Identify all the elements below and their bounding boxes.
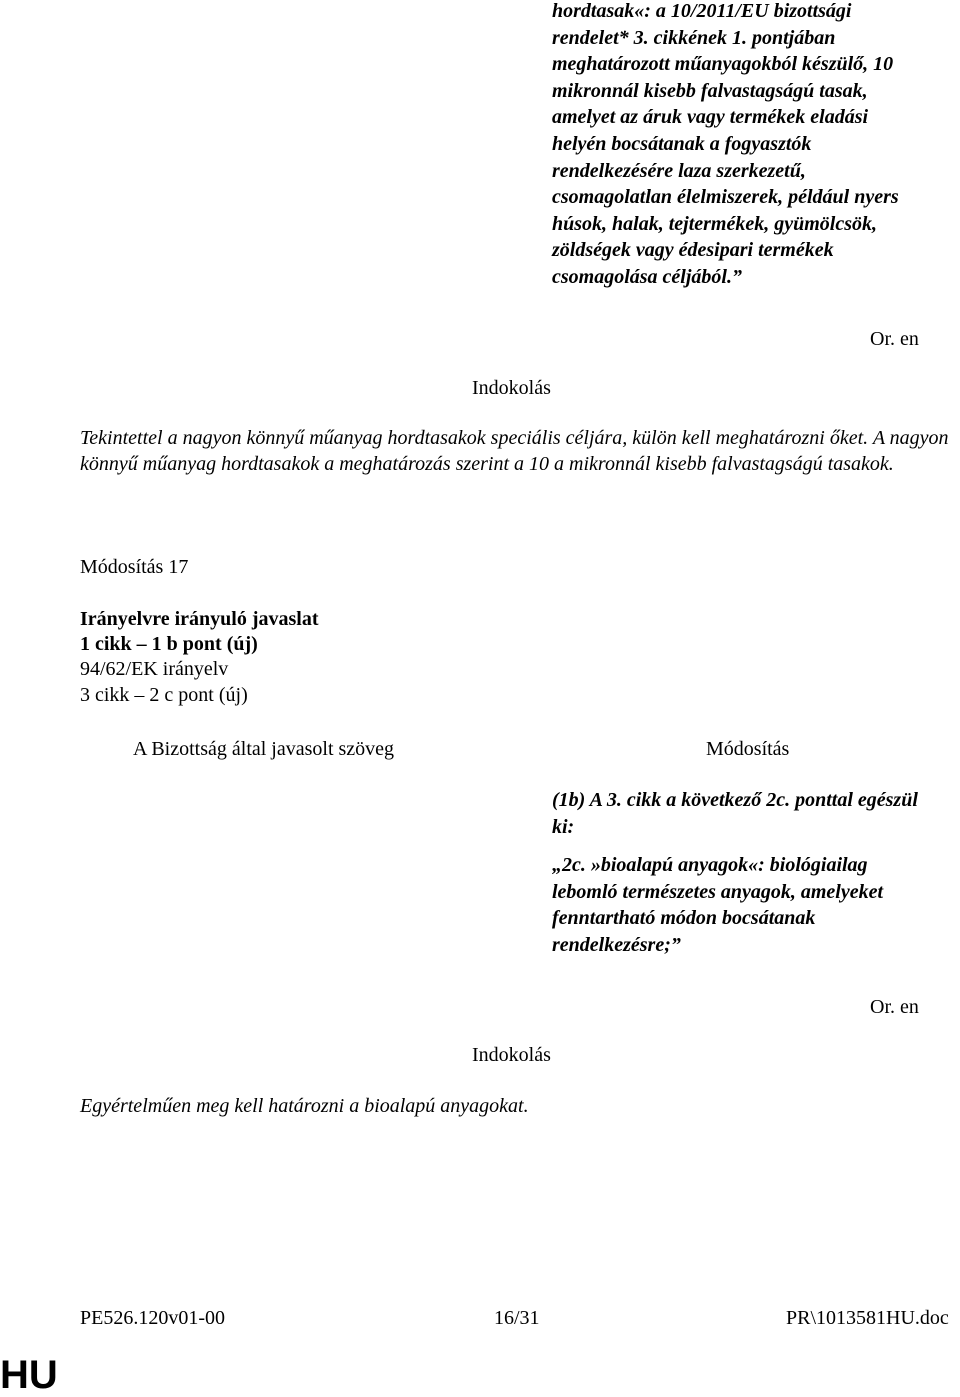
justification-text: Egyértelműen meg kell határozni a bioalapú anyagokat. [80, 1095, 529, 1117]
footer-file-name: PR\1013581HU.doc [786, 1307, 949, 1329]
amendment-paragraph: (1b) A 3. cikk a következő 2c. ponttal egészül ki: [552, 789, 918, 838]
amendment-text-continuation [552, 0, 952, 291]
language-code: HU [0, 1353, 58, 1397]
text-line: mikronnál kisebb falvastagságú tasak, [552, 79, 868, 102]
directive-article-reference: 3 cikk – 2 c pont (új) [80, 684, 248, 706]
amendment-paragraph: „2c. »bioalapú anyagok«: biológiailag lebomló természetes anyagok, amelyeket fenntartható módon bocsátanak rendelkezésre;” [552, 854, 884, 956]
text-line: rendelet* 3. cikkének 1. pontjában [552, 26, 836, 49]
amendment-number: Módosítás 17 [80, 556, 189, 578]
original-language: Or. en [870, 996, 919, 1018]
text-line: csomagolatlan élelmiszerek, például nyers [552, 186, 899, 209]
proposal-title: Irányelvre irányuló javaslat [80, 608, 319, 630]
text-line: zöldségek vagy édesipari termékek [552, 239, 834, 262]
column-header-commission-text: A Bizottság által javasolt szöveg [133, 738, 395, 760]
amendment-text [552, 787, 922, 959]
footer-page-number: 16/31 [494, 1307, 540, 1329]
article-reference: 1 cikk – 1 b pont (új) [80, 633, 258, 655]
directive-reference: 94/62/EK irányelv [80, 658, 229, 680]
text-line: amelyet az áruk vagy termékek eladási [552, 106, 869, 129]
justification-text: Tekintettel a nagyon könnyű műanyag hordtasakok speciális céljára, külön kell meghatározni őket. A nagyon könnyű műanyag hordtasakok a meghatározás szerint a 10 a mikronnál kisebb falvastagságú tasakok. [80, 427, 949, 475]
text-line: helyén bocsátanak a fogyasztók [552, 132, 812, 155]
text-line: húsok, halak, tejtermékek, gyümölcsök, [552, 212, 877, 235]
text-line: csomagolása céljából.” [552, 265, 742, 288]
justification-heading: Indokolás [472, 1044, 551, 1066]
column-header-amendment: Módosítás [706, 738, 790, 760]
text-line: meghatározott műanyagokból készülő, 10 [552, 53, 894, 76]
justification-heading: Indokolás [472, 377, 551, 399]
original-language: Or. en [870, 328, 919, 350]
text-line: rendelkezésére laza szerkezetű, [552, 159, 806, 182]
footer-document-reference: PE526.120v01-00 [80, 1307, 225, 1329]
text-line: hordtasak«: a 10/2011/EU bizottsági [552, 0, 852, 22]
